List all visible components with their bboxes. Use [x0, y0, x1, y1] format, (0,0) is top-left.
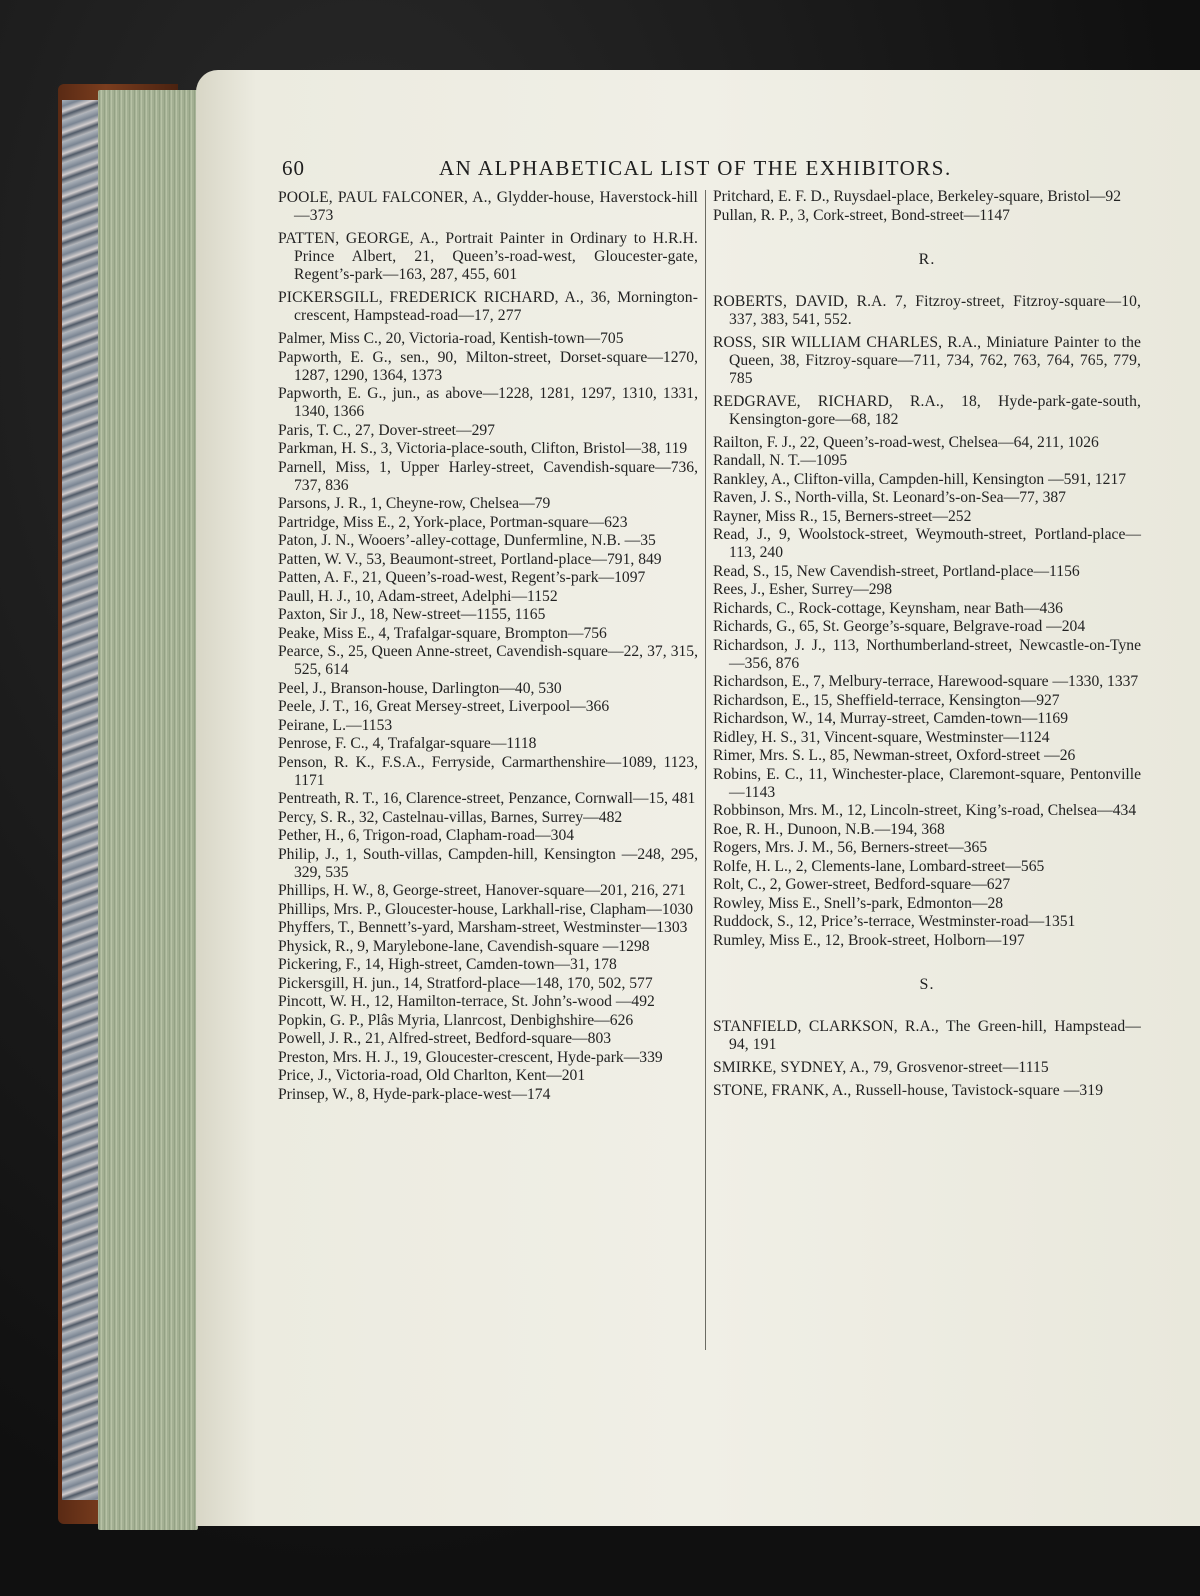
exhibitor-entry: Pentreath, R. T., 16, Clarence-street, Penzance, Cornwall—15, 481 — [278, 790, 696, 807]
exhibitor-entry: Pincott, W. H., 12, Hamilton-terrace, St. John’s-wood —492 — [278, 993, 655, 1010]
exhibitor-entry: Ridley, H. S., 31, Vincent-square, Westminster—1124 — [713, 728, 1050, 746]
exhibitor-entry: Rankley, A., Clifton-villa, Campden-hill, Kensington —591, 1217 — [713, 470, 1127, 488]
exhibitor-entry: Rees, J., Esher, Surrey—298 — [713, 581, 893, 598]
exhibitor-entry: Pickersgill, H. jun., 14, Stratford-place—148, 170, 502, 577 — [278, 974, 653, 992]
exhibitor-entry: Patten, A. F., 21, Queen’s-road-west, Regent’s-park—1097 — [278, 569, 646, 586]
exhibitor-entry: Preston, Mrs. H. J., 19, Gloucester-crescent, Hyde-park—339 — [278, 1048, 663, 1066]
exhibitor-entry: Paton, J. N., Wooers’-alley-cottage, Dunfermline, N.B. —35 — [278, 532, 656, 549]
exhibitor-entry: Peirane, L.—1153 — [278, 716, 393, 734]
exhibitor-entry: Pritchard, E. F. D., Ruysdael-place, Berkeley-square, Bristol—92 — [713, 188, 1121, 205]
exhibitor-entry: Richardson, J. J., 113, Northumberland-street, Newcastle-on-Tyne—356, 876 — [713, 636, 1141, 672]
exhibitor-entry: Pullan, R. P., 3, Cork-street, Bond-street—1147 — [713, 206, 1010, 224]
exhibitor-entry: Railton, F. J., 22, Queen’s-road-west, Chelsea—64, 211, 1026 — [713, 433, 1099, 451]
exhibitor-entry: STANFIELD, CLARKSON, R.A., The Green-hill, Hampstead—94, 191 — [713, 1017, 1141, 1053]
exhibitor-entry: Paris, T. C., 27, Dover-street—297 — [278, 421, 495, 439]
exhibitor-entry: Ruddock, S., 12, Price’s-terrace, Westminster-road—1351 — [713, 913, 1076, 930]
exhibitor-entry: STONE, FRANK, A., Russell-house, Tavistock-square —319 — [713, 1081, 1104, 1099]
right-top-entries — [713, 188, 1141, 225]
marbled-endpaper — [62, 100, 102, 1500]
exhibitor-entry: Read, J., 9, Woolstock-street, Weymouth-street, Portland-place—113, 240 — [713, 526, 1141, 561]
exhibitor-entry: Read, S., 15, New Cavendish-street, Portland-place—1156 — [713, 562, 1080, 580]
exhibitor-entry: Parnell, Miss, 1, Upper Harley-street, Cavendish-square—736, 737, 836 — [278, 458, 698, 494]
exhibitor-entry: PICKERSGILL, FREDERICK RICHARD, A., 36, Mornington-crescent, Hampstead-road—17, 277 — [278, 289, 698, 324]
exhibitor-entry: Rolt, C., 2, Gower-street, Bedford-square—627 — [713, 876, 1011, 893]
exhibitor-entry: Richardson, E., 7, Melbury-terrace, Harewood-square —1330, 1337 — [713, 673, 1139, 690]
exhibitor-entry: PATTEN, GEORGE, A., Portrait Painter in Ordinary to H.R.H. Prince Albert, 21, Queen’s-road-west, Gloucester-gate, Regent’s-park—163, 287, 455, 601 — [278, 230, 698, 283]
exhibitor-entry: Powell, J. R., 21, Alfred-street, Bedford-square—803 — [278, 1030, 612, 1047]
column-divider — [705, 190, 706, 1350]
page-edges — [98, 90, 198, 1530]
s-entries — [713, 1018, 1141, 1100]
exhibitor-entry: Pearce, S., 25, Queen Anne-street, Cavendish-square—22, 37, 315, 525, 614 — [278, 643, 698, 678]
exhibitor-entry: Rumley, Miss E., 12, Brook-street, Holborn—197 — [713, 931, 1025, 949]
section-heading-r: R. — [918, 250, 936, 268]
exhibitor-entry: Phyffers, T., Bennett’s-yard, Marsham-street, Westminster—1303 — [278, 919, 688, 936]
exhibitor-entry: Rayner, Miss R., 15, Berners-street—252 — [713, 507, 972, 525]
exhibitor-entry: Paxton, Sir J., 18, New-street—1155, 1165 — [278, 606, 546, 623]
exhibitor-entry: Prinsep, W., 8, Hyde-park-place-west—174 — [278, 1085, 551, 1103]
exhibitor-entry: Pether, H., 6, Trigon-road, Clapham-road—304 — [278, 827, 575, 844]
exhibitor-entry: Parkman, H. S., 3, Victoria-place-south, Clifton, Bristol—38, 119 — [278, 440, 688, 457]
exhibitor-entry: Richards, C., Rock-cottage, Keynsham, near Bath—436 — [713, 599, 1063, 617]
exhibitor-entry: Peake, Miss E., 4, Trafalgar-square, Brompton—756 — [278, 624, 607, 642]
exhibitor-entry: Peele, J. T., 16, Great Mersey-street, Liverpool—366 — [278, 698, 610, 715]
exhibitor-entry: SMIRKE, SYDNEY, A., 79, Grosvenor-street—1115 — [713, 1058, 1049, 1076]
page-number: 60 — [282, 156, 305, 180]
exhibitor-entry: Richardson, W., 14, Murray-street, Camden-town—1169 — [713, 710, 1068, 727]
exhibitor-entry: Rolfe, H. L., 2, Clements-lane, Lombard-street—565 — [713, 857, 1045, 875]
exhibitor-entry: POOLE, PAUL FALCONER, A., Glydder-house, Haverstock-hill—373 — [278, 189, 698, 224]
exhibitor-entry: Penrose, F. C., 4, Trafalgar-square—1118 — [278, 735, 537, 752]
exhibitor-entry: Partridge, Miss E., 2, York-place, Portman-square—623 — [278, 513, 628, 531]
exhibitor-entry: Rowley, Miss E., Snell’s-park, Edmonton—28 — [713, 894, 1004, 912]
exhibitor-entry: Popkin, G. P., Plâs Myria, Llanrcost, Denbighshire—626 — [278, 1011, 634, 1029]
exhibitor-entry: Phillips, Mrs. P., Gloucester-house, Larkhall-rise, Clapham—1030 — [278, 900, 694, 918]
exhibitor-entry: ROBERTS, DAVID, R.A. 7, Fitzroy-street, Fitzroy-square—10, 337, 383, 541, 552. — [713, 292, 1141, 328]
exhibitor-entry: Rimer, Mrs. S. L., 85, Newman-street, Oxford-street —26 — [713, 747, 1076, 764]
exhibitor-entry: Phillips, H. W., 8, George-street, Hanover-square—201, 216, 271 — [278, 882, 686, 899]
page-header — [282, 150, 1182, 184]
section-heading-s: S. — [919, 975, 935, 993]
exhibitor-entry: Raven, J. S., North-villa, St. Leonard’s-on-Sea—77, 387 — [713, 489, 1066, 506]
exhibitor-entry: Palmer, Miss C., 20, Victoria-road, Kentish-town—705 — [278, 330, 624, 347]
exhibitor-entry: Parsons, J. R., 1, Cheyne-row, Chelsea—79 — [278, 495, 551, 512]
exhibitor-entry: Physick, R., 9, Marylebone-lane, Cavendish-square —1298 — [278, 937, 650, 955]
page-title: AN ALPHABETICAL LIST OF THE EXHIBITORS. — [439, 156, 952, 180]
exhibitor-entry: Philip, J., 1, South-villas, Campden-hill, Kensington —248, 295, 329, 535 — [278, 845, 698, 881]
exhibitor-entry: Rogers, Mrs. J. M., 56, Berners-street—365 — [713, 839, 988, 856]
exhibitor-entry: Roe, R. H., Dunoon, N.B.—194, 368 — [713, 820, 945, 838]
exhibitor-entry: Robins, E. C., 11, Winchester-place, Claremont-square, Pentonville—1143 — [713, 765, 1141, 801]
exhibitor-entry: Penson, R. K., F.S.A., Ferryside, Carmarthenshire—1089, 1123, 1171 — [278, 753, 698, 789]
exhibitor-entry: Richards, G., 65, St. George’s-square, Belgrave-road —204 — [713, 618, 1086, 635]
exhibitor-entry: Price, J., Victoria-road, Old Charlton, Kent—201 — [278, 1067, 586, 1084]
exhibitor-entry: Peel, J., Branson-house, Darlington—40, 530 — [278, 679, 562, 697]
r-entries — [713, 293, 1141, 950]
left-column — [278, 185, 698, 1104]
exhibitor-entry: Pickering, F., 14, High-street, Camden-town—31, 178 — [278, 956, 617, 973]
exhibitor-entry: Papworth, E. G., sen., 90, Milton-street, Dorset-square—1270, 1287, 1290, 1364, 1373 — [278, 348, 698, 384]
exhibitor-entry: Richardson, E., 15, Sheffield-terrace, Kensington—927 — [713, 691, 1060, 709]
exhibitor-entry: Robbinson, Mrs. M., 12, Lincoln-street, King’s-road, Chelsea—434 — [713, 802, 1137, 819]
exhibitor-entry: Patten, W. V., 53, Beaumont-street, Portland-place—791, 849 — [278, 550, 662, 568]
right-column — [713, 188, 1141, 1105]
exhibitor-entry: ROSS, SIR WILLIAM CHARLES, R.A., Miniature Painter to the Queen, 38, Fitzroy-square—711, 734, 762, 763, 764, 765, 779, 785 — [713, 333, 1141, 387]
exhibitor-entry: Papworth, E. G., jun., as above—1228, 1281, 1297, 1310, 1331, 1340, 1366 — [278, 385, 698, 420]
exhibitor-entry: Percy, S. R., 32, Castelnau-villas, Barnes, Surrey—482 — [278, 808, 623, 826]
exhibitor-entry: REDGRAVE, RICHARD, R.A., 18, Hyde-park-gate-south, Kensington-gore—68, 182 — [713, 392, 1141, 428]
exhibitor-entry: Paull, H. J., 10, Adam-street, Adelphi—1152 — [278, 587, 558, 605]
exhibitor-entry: Randall, N. T.—1095 — [713, 452, 848, 469]
